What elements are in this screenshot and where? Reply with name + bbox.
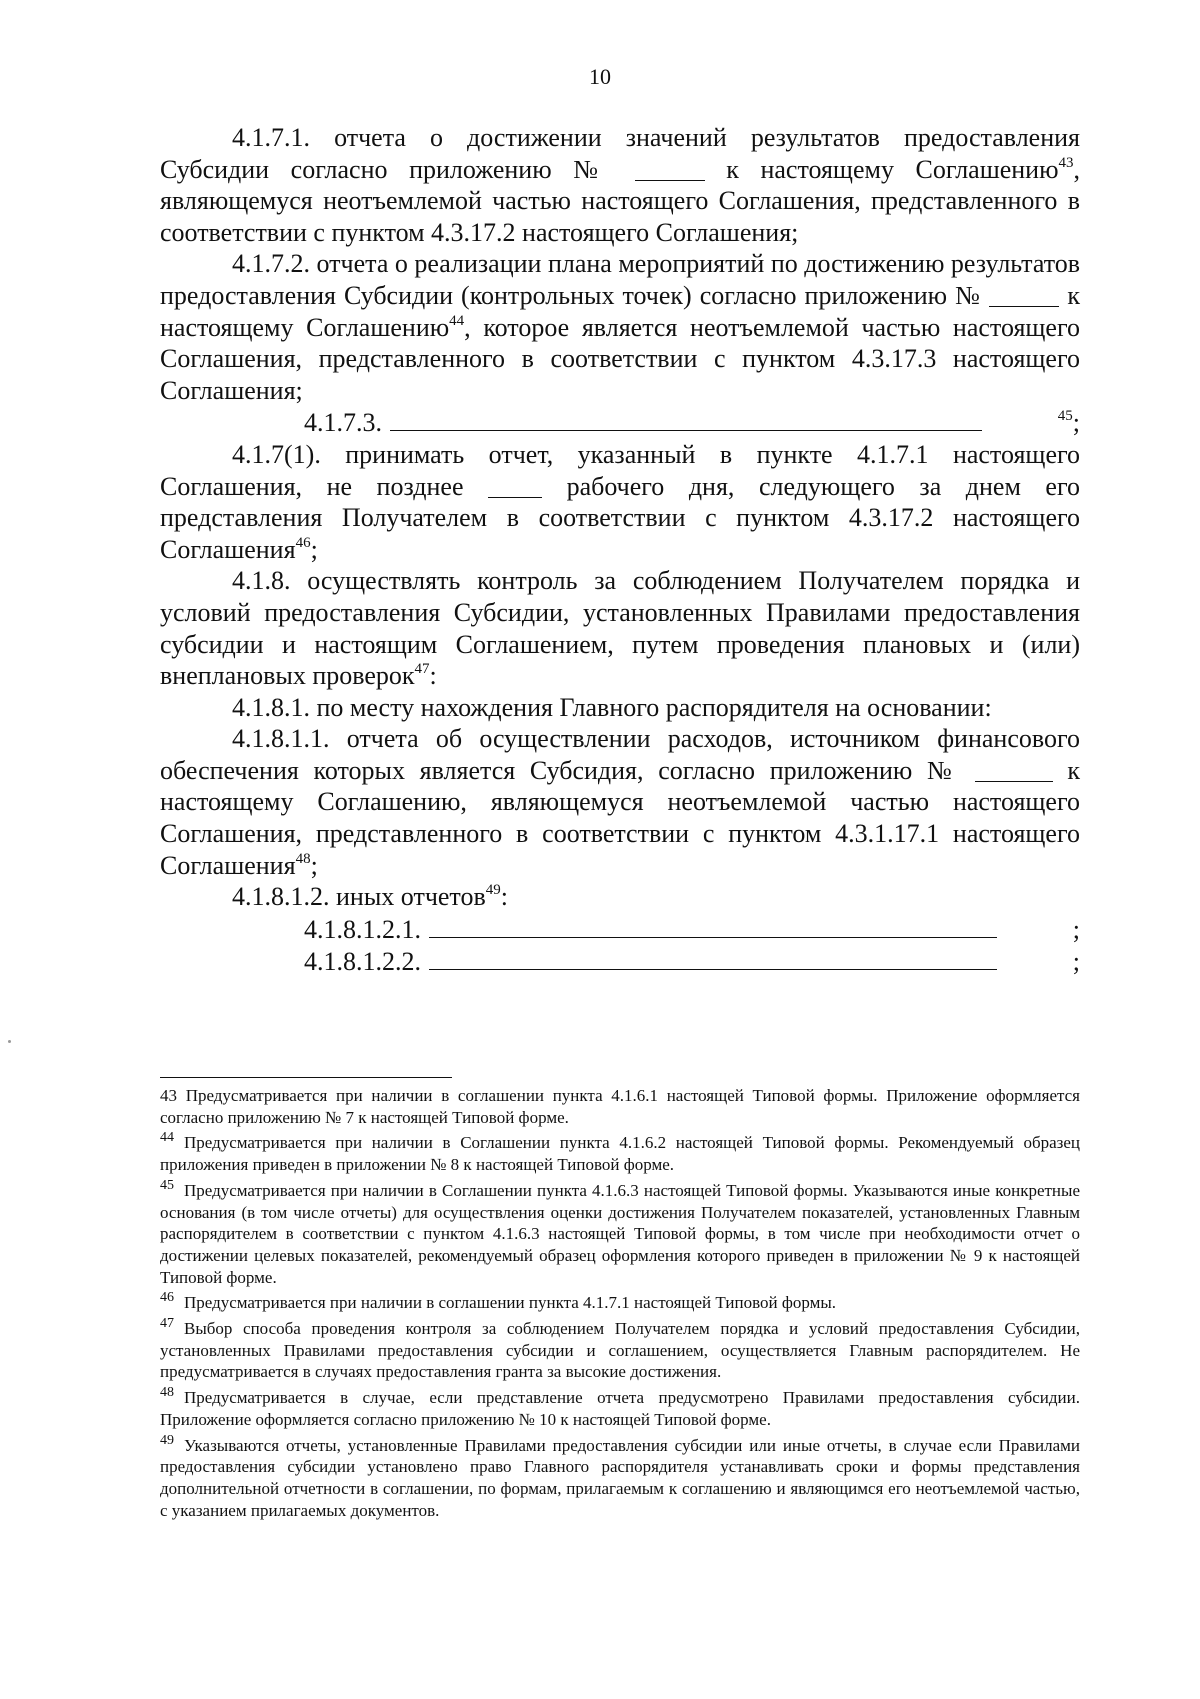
footnote-ref: 44 — [449, 312, 465, 329]
footnote-text: Предусматривается при наличии в соглашении пункта 4.1.6.1 настоящей Типовой формы. Приложение оформляется согласно приложению № 7 к настоящей Типовой форме. — [160, 1086, 1081, 1127]
footnotes — [160, 1085, 1080, 1525]
footnote-number: 46 — [160, 1290, 174, 1306]
footnote-text: Выбор способа проведения контроля за соблюдением Получателем порядка и условий предоставления Субсидии, установленных Правилами предоставления субсидии и соглашением, осуществляется Главным распорядителем. Не предусматривается в случаях предоставления гранта за высокие достижения. — [160, 1319, 1080, 1382]
footnote-ref: 48 — [295, 850, 311, 867]
footnote-47 — [160, 1318, 1080, 1383]
paragraph-4-1-7-3 — [160, 406, 1080, 439]
paragraph-text: , являющемуся неотъемлемой частью настоящего Соглашения, представленного в соответствии с пунктом 4.3.17.2 настоящего Соглашения; — [160, 154, 1081, 247]
footnote-number: 48 — [160, 1385, 174, 1401]
footnote-text: Указываются отчеты, установленные Правилами предоставления субсидии или иные отчеты, в случае если Правилами предоставления субсидии установлено право Главного распорядителя устанавливать сроки и формы представления дополнительной отчетности в соглашении, по формам, прилагаемым к соглашению и являющимся его неотъемлемой частью, с указанием прилагаемых документов. — [160, 1435, 1080, 1520]
paragraph-4-1-8 — [160, 565, 1080, 691]
paragraph-4-1-8-1-1 — [160, 723, 1080, 881]
paragraph-text: 4.1.7(1). принимать отчет, указанный в пункте 4.1.7.1 настоящего Соглашения, не позднее — [160, 439, 1080, 501]
paragraph-number: 4.1.7.3. — [304, 408, 382, 438]
paragraph-4-1-8-1-2-2 — [160, 945, 1080, 978]
page-number: 10 — [589, 64, 611, 89]
paragraph-text: 4.1.8.1.1. отчета об осуществлении расходов, источником финансового обеспечения которых является Субсидия, согласно приложению № — [160, 724, 1080, 785]
paragraph-text: к настоящему Соглашению, являющемуся неотъемлемой частью настоящего Соглашения, представленного в соответствии с пунктом 4.3.1.17.1 настоящего Соглашения — [160, 755, 1080, 880]
footnote-number: 49 — [160, 1432, 174, 1448]
footnote-number: 43 — [160, 1086, 177, 1105]
paragraph-end: ; — [1072, 408, 1080, 438]
fill-in-line — [429, 945, 997, 970]
paragraph-text: ; — [310, 534, 318, 564]
paragraph-4-1-8-1-2-1 — [160, 913, 1080, 946]
paragraph-text: : — [429, 661, 437, 691]
footnote-46 — [160, 1292, 1080, 1314]
document-body — [160, 122, 1080, 978]
paragraph-4-1-7-1 — [160, 122, 1080, 248]
paragraph-end: ; — [1072, 914, 1080, 944]
paragraph-4-1-7-1-bis — [160, 439, 1080, 565]
paragraph-text: 4.1.7.1. отчета о достижении значений результатов предоставления Субсидии согласно приложению № — [160, 123, 1080, 184]
fill-in-line — [390, 406, 982, 431]
footnote-text: Предусматривается при наличии в Соглашении пункта 4.1.6.3 настоящей Типовой формы. Указываются иные конкретные основания (в том числе отчеты) для осуществления оценки достижения Получателем показателей, установленных Главным распорядителем в соответствии с пунктом 4.1.6.3 настоящей Типовой формы, в том числе при необходимости отчет о достижении целевых показателей, рекомендуемый образец оформления которого приведен в приложении № 9 к настоящей Типовой форме. — [160, 1180, 1080, 1287]
paragraph-4-1-7-2 — [160, 248, 1080, 406]
footnote-text: Предусматривается при наличии в соглашении пункта 4.1.7.1 настоящей Типовой формы. — [184, 1293, 837, 1313]
paragraph-text: к настоящему Соглашению — [726, 154, 1059, 184]
footnote-number: 47 — [160, 1316, 174, 1332]
fill-in-blank — [488, 473, 542, 498]
paragraph-text: рабочего дня, следующего за днем его представления Получателем в соответствии с пунктом 4.3.17.2 настоящего Соглашения — [160, 471, 1080, 564]
footnote-49 — [160, 1432, 1080, 1522]
footnote-44 — [160, 1132, 1080, 1175]
footnote-45 — [160, 1177, 1080, 1289]
footnote-number: 45 — [160, 1177, 174, 1193]
footnote-number: 44 — [160, 1130, 174, 1146]
paragraph-number: 4.1.8.1.2.2. — [304, 947, 421, 977]
footnote-ref: 45 — [1057, 408, 1073, 425]
footnote-text: Предусматривается в случае, если представление отчета предусмотрено Правилами предоставления субсидии. Приложение оформляется согласно приложению № 10 к настоящей Типовой форме. — [160, 1388, 1080, 1429]
paragraph-text: 4.1.8. осуществлять контроль за соблюдением Получателем порядка и условий предоставления Субсидии, установленных Правилами предоставления субсидии и настоящим Соглашением, путем проведения плановых и (или) внеплановых проверок — [160, 566, 1080, 691]
paragraph-text: 4.1.8.1. по месту нахождения Главного распорядителя на основании: — [232, 692, 992, 722]
scan-speck — [8, 1040, 11, 1043]
paragraph-text: ; — [310, 850, 318, 880]
paragraph-text: 4.1.7.2. отчета о реализации плана мероприятий по достижению результатов предоставления Субсидии (контрольных точек) согласно приложению № — [160, 249, 1080, 310]
footnote-ref: 47 — [414, 661, 430, 678]
paragraph-end: ; — [1072, 947, 1080, 977]
footnote-ref: 46 — [295, 534, 311, 551]
paragraph-4-1-8-1 — [160, 692, 1080, 724]
fill-in-blank — [975, 757, 1053, 782]
paragraph-text: 4.1.8.1.2. иных отчетов — [232, 882, 486, 912]
fill-in-blank — [989, 282, 1059, 307]
fill-in-blank — [635, 156, 705, 181]
paragraph-number: 4.1.8.1.2.1. — [304, 914, 421, 944]
footnote-ref: 49 — [485, 882, 501, 899]
footnote-separator — [160, 1077, 452, 1078]
paragraph-4-1-8-1-2 — [160, 881, 1080, 913]
paragraph-text: : — [500, 882, 508, 912]
footnote-48 — [160, 1387, 1080, 1430]
footnote-text: Предусматривается при наличии в Соглашении пункта 4.1.6.2 настоящей Типовой формы. Рекомендуемый образец приложения приведен в приложении № 8 к настоящей Типовой форме. — [160, 1133, 1080, 1175]
paragraph-text: к настоящему Соглашению — [160, 280, 1080, 342]
paragraph-text: , которое является неотъемлемой частью настоящего Соглашения, представленного в соответствии с пунктом 4.3.17.3 настоящего Соглашения; — [160, 312, 1080, 405]
footnote-43 — [160, 1085, 1080, 1128]
footnote-ref: 43 — [1058, 154, 1074, 171]
fill-in-line — [429, 913, 997, 938]
